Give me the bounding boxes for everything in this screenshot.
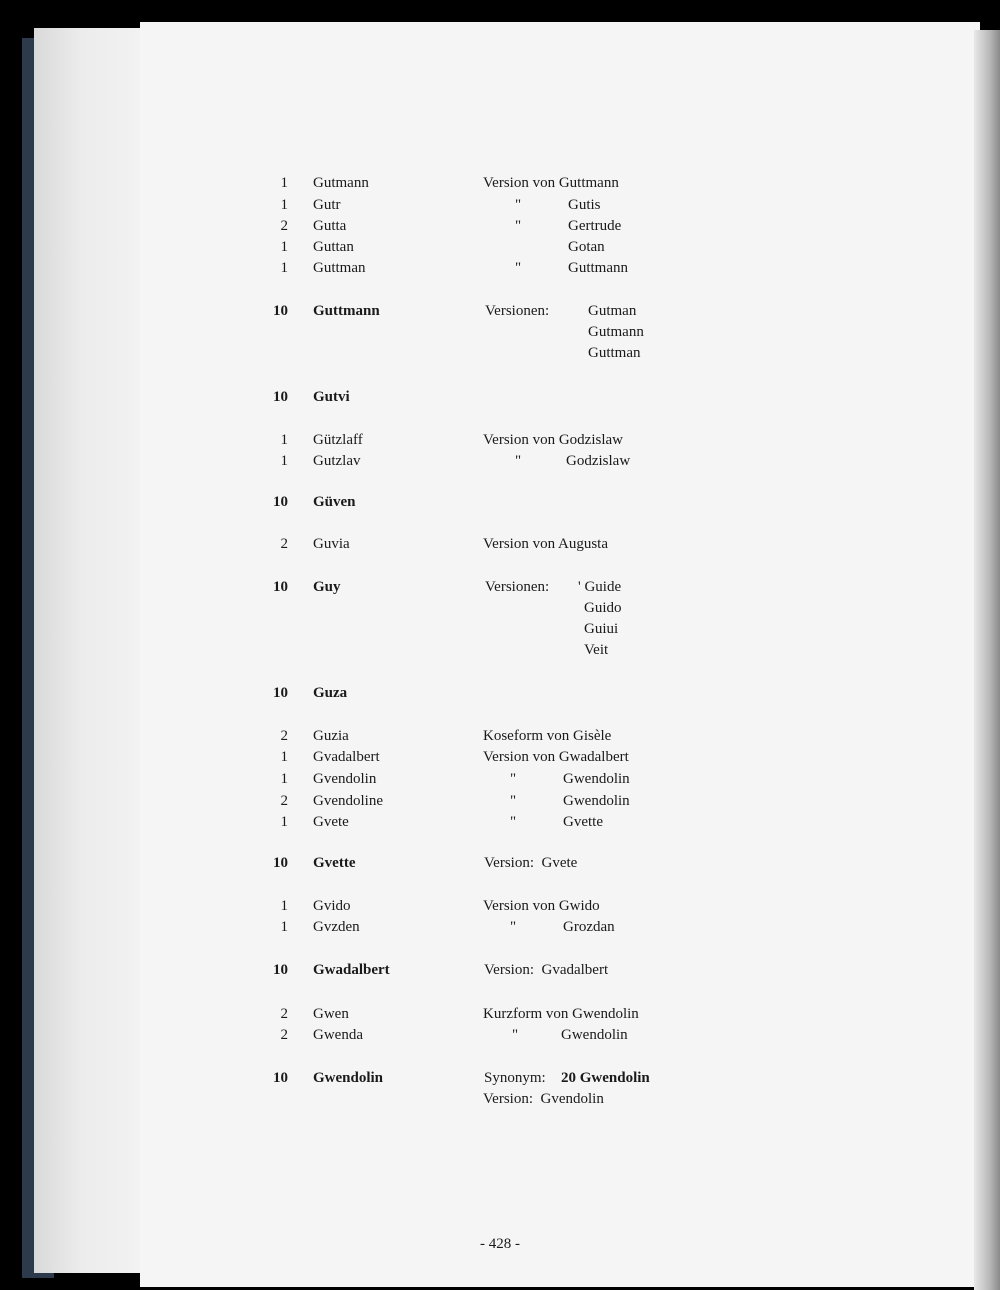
list-entry — [0, 450, 1000, 472]
list-entry — [0, 725, 1000, 747]
entry-name: Guza — [313, 685, 348, 701]
entry-description: Koseform von Gisèle — [483, 728, 612, 744]
entry-description: " — [515, 453, 522, 469]
entry-count: 1 — [280, 175, 288, 191]
list-entry — [0, 916, 1000, 938]
list-entry — [0, 959, 1000, 981]
entry-continuation: Veit — [584, 642, 609, 658]
entry-count: 10 — [273, 389, 288, 405]
entry-description: Version: Gvadalbert — [484, 962, 609, 978]
list-entry — [0, 790, 1000, 812]
list-entry — [0, 576, 1000, 598]
entry-count: 10 — [273, 1070, 288, 1086]
list-entry — [0, 895, 1000, 917]
entry-reference: Gotan — [568, 239, 605, 255]
entry-name: Guttman — [313, 260, 366, 276]
list-entry — [0, 1024, 1000, 1046]
entry-name: Gvendoline — [313, 793, 383, 809]
entry-description: " — [512, 1027, 519, 1043]
list-entry — [0, 746, 1000, 768]
entry-name: Gvette — [313, 855, 356, 871]
list-entry — [0, 429, 1000, 451]
entry-reference: Gutman — [588, 303, 637, 319]
entry-name: Gutmann — [313, 175, 369, 191]
entry-count: 1 — [280, 814, 288, 830]
entry-name: Gwen — [313, 1006, 349, 1022]
entry-continuation: Version: Gvendolin — [483, 1091, 604, 1107]
entry-name: Gwadalbert — [313, 962, 390, 978]
entry-name: Gvido — [313, 898, 351, 914]
list-entry — [0, 194, 1000, 216]
entry-description: Versionen: — [485, 303, 550, 319]
entry-reference: Gwendolin — [563, 771, 630, 787]
entry-description: Version von Guttmann — [483, 175, 619, 191]
entry-name: Guttan — [313, 239, 354, 255]
page-number: - 428 - — [480, 1236, 520, 1252]
entry-description: Version: Gvete — [484, 855, 578, 871]
entry-description: " — [510, 919, 517, 935]
entry-description: " — [510, 814, 517, 830]
entry-description: Version von Gwadalbert — [483, 749, 629, 765]
list-entry — [0, 236, 1000, 258]
entry-name: Gützlaff — [313, 432, 363, 448]
entry-count: 1 — [280, 771, 288, 787]
entry-count: 2 — [280, 1006, 288, 1022]
entry-name: Gwenda — [313, 1027, 363, 1043]
entry-count: 1 — [280, 239, 288, 255]
entry-count: 10 — [273, 494, 288, 510]
list-entry — [0, 1067, 1000, 1089]
list-entry — [0, 1003, 1000, 1025]
list-entry — [0, 533, 1000, 555]
entry-count: 10 — [273, 855, 288, 871]
list-entry — [0, 300, 1000, 322]
entry-name: Guy — [313, 579, 341, 595]
entry-description: Version von Gwido — [483, 898, 600, 914]
entry-description: Kurzform von Gwendolin — [483, 1006, 639, 1022]
entry-description: " — [510, 793, 517, 809]
list-entry — [0, 215, 1000, 237]
entry-name: Gutta — [313, 218, 347, 234]
entry-count: 1 — [280, 260, 288, 276]
entry-name: Gvete — [313, 814, 349, 830]
entry-name: Gutvi — [313, 389, 350, 405]
entry-reference: Guttmann — [568, 260, 628, 276]
entry-reference: Gutis — [568, 197, 601, 213]
entry-reference: Gwendolin — [561, 1027, 628, 1043]
entry-continuation: Guttman — [588, 345, 641, 361]
entry-name: Güven — [313, 494, 356, 510]
entry-description: Version von Augusta — [483, 536, 608, 552]
entry-name: Gvzden — [313, 919, 360, 935]
entry-description: Versionen: — [485, 579, 550, 595]
entry-reference: 20 Gwendolin — [561, 1070, 650, 1086]
entry-name: Gutzlav — [313, 453, 361, 469]
entry-count: 2 — [280, 1027, 288, 1043]
entry-name: Gwendolin — [313, 1070, 384, 1086]
entry-reference: Grozdan — [563, 919, 615, 935]
entry-continuation: Guido — [584, 600, 622, 616]
entry-count: 10 — [273, 579, 288, 595]
entry-reference: Gvette — [563, 814, 603, 830]
entry-description: " — [515, 197, 522, 213]
entry-count: 2 — [280, 728, 288, 744]
entry-continuation: Gutmann — [588, 324, 644, 340]
entry-reference: ' Guide — [578, 579, 622, 595]
entry-description: " — [515, 218, 522, 234]
list-entry — [0, 491, 1000, 513]
entry-count: 1 — [280, 197, 288, 213]
entry-name: Guzia — [313, 728, 349, 744]
entry-name: Guvia — [313, 536, 350, 552]
entry-count: 1 — [280, 432, 288, 448]
list-entry — [0, 172, 1000, 194]
entry-count: 10 — [273, 685, 288, 701]
entry-count: 1 — [280, 453, 288, 469]
entry-count: 2 — [280, 536, 288, 552]
entry-description: " — [515, 260, 522, 276]
entry-count: 1 — [280, 898, 288, 914]
entry-name: Gvendolin — [313, 771, 377, 787]
entry-name: Guttmann — [313, 303, 380, 319]
list-entry — [0, 852, 1000, 874]
entry-continuation: Guiui — [584, 621, 619, 637]
entry-reference: Gertrude — [568, 218, 622, 234]
entry-count: 2 — [280, 218, 288, 234]
entry-count: 1 — [280, 749, 288, 765]
entry-count: 10 — [273, 962, 288, 978]
entry-count: 2 — [280, 793, 288, 809]
entry-name: Gutr — [313, 197, 341, 213]
list-entry — [0, 768, 1000, 790]
entry-reference: Godzislaw — [566, 453, 631, 469]
entry-count: 1 — [280, 919, 288, 935]
list-entry — [0, 257, 1000, 279]
entry-reference: Gwendolin — [563, 793, 630, 809]
entry-name: Gvadalbert — [313, 749, 380, 765]
entry-description: Synonym: — [484, 1070, 546, 1086]
entry-description: Version von Godzislaw — [483, 432, 623, 448]
list-entry — [0, 811, 1000, 833]
entry-count: 10 — [273, 303, 288, 319]
list-entry — [0, 386, 1000, 408]
entry-description: " — [510, 771, 517, 787]
list-entry — [0, 682, 1000, 704]
